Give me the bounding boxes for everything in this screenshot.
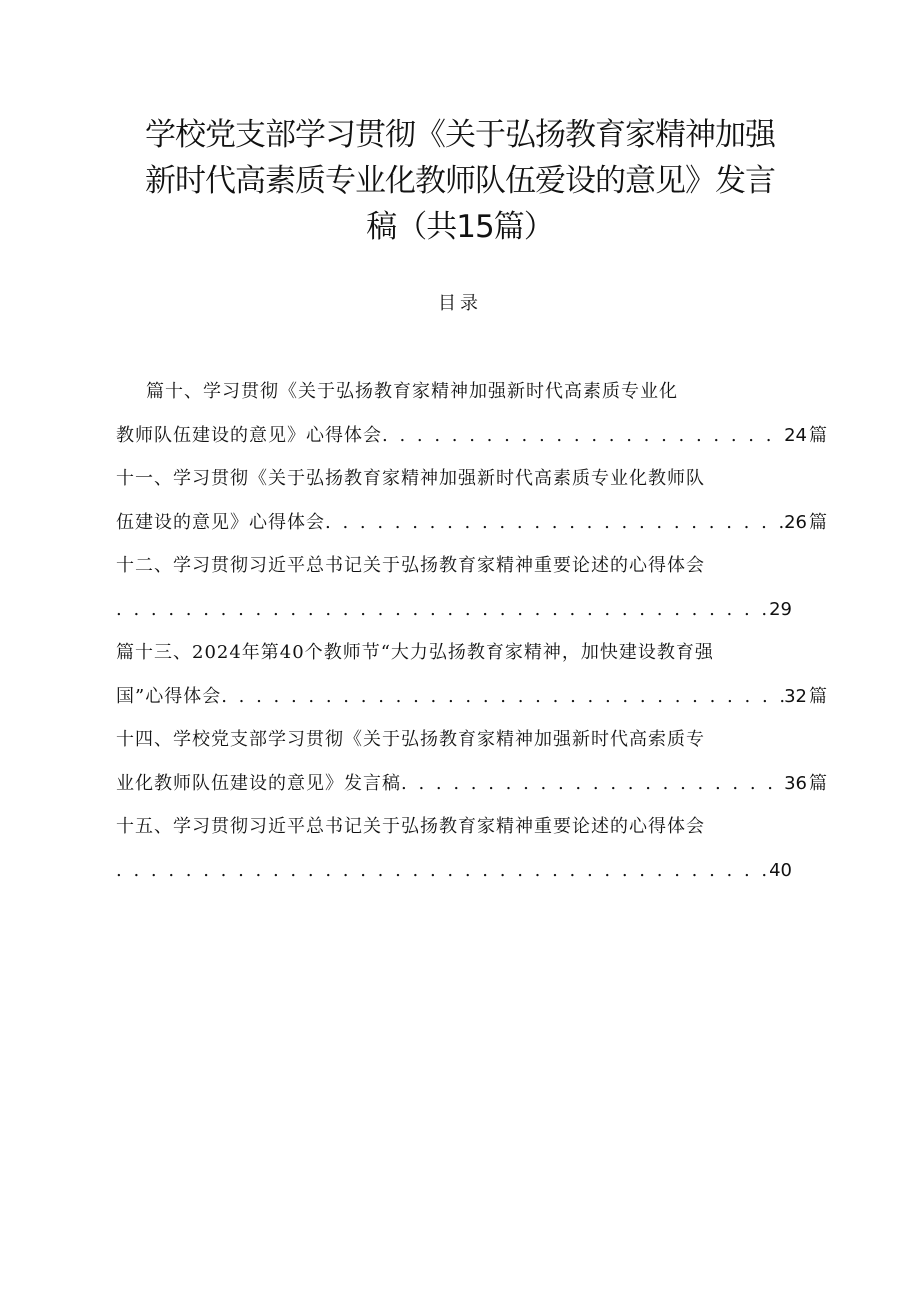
toc-page-number: 29 — [769, 598, 792, 620]
toc-trailing-text: 篇 — [809, 685, 828, 707]
toc-leader-dots — [382, 414, 784, 458]
toc-line[interactable] — [116, 501, 828, 545]
title-line: 新时代高素质专业化教师队伍爱设的意见》发言 — [145, 163, 775, 199]
toc-trailing-text: 篇 — [809, 424, 828, 446]
toc-line[interactable] — [116, 849, 828, 893]
toc-line[interactable] — [116, 675, 828, 719]
toc-line[interactable] — [116, 544, 828, 588]
document-title — [100, 112, 820, 250]
title-line: 学校党支部学习贯彻《关于弘扬教育家精神加强 — [145, 117, 775, 153]
toc-entry-text: 业化教师队伍建设的意见》发言稿 — [116, 772, 401, 794]
toc-page-number: 36 — [784, 772, 807, 794]
toc-trailing-text: 篇 — [809, 511, 828, 533]
toc-line[interactable] — [116, 631, 828, 675]
toc-line[interactable] — [116, 588, 828, 632]
toc-entry-text: 十一、学习贯彻《关于弘扬教育家精神加强新时代高素质专业化教师队 — [116, 468, 705, 489]
title-line: 稿（共15篇） — [366, 209, 554, 245]
toc-line[interactable] — [116, 805, 828, 849]
table-of-contents — [116, 370, 828, 892]
toc-line[interactable] — [116, 370, 828, 414]
toc-entry-text: 伍建设的意见》心得体会 — [116, 511, 325, 533]
toc-leader-dots — [116, 588, 769, 632]
toc-page-number: 26 — [784, 511, 807, 533]
toc-leader-dots — [116, 849, 769, 893]
toc-entry-text: 十四、学校党支部学习贯彻《关于弘扬教育家精神加强新时代高索质专 — [116, 729, 705, 750]
toc-line[interactable] — [116, 414, 828, 458]
toc-line[interactable] — [116, 762, 828, 806]
toc-leader-dots — [221, 675, 784, 719]
toc-entry-text: 十二、学习贯彻习近平总书记关于弘扬教育家精神重要论述的心得体会 — [116, 555, 705, 576]
toc-trailing-text: 篇 — [809, 772, 828, 794]
toc-entry-text: 篇十三、2024年第40个教师节“大力弘扬教育家精神，加快建设教育强 — [116, 642, 714, 663]
toc-entry-text: 十五、学习贯彻习近平总书记关于弘扬教育家精神重要论述的心得体会 — [116, 816, 705, 837]
toc-heading: 目录 — [438, 293, 482, 314]
toc-entry-text: 国”心得体会 — [116, 685, 222, 707]
toc-entry-text: 教师队伍建设的意见》心得体会 — [116, 424, 382, 446]
toc-page-number: 40 — [769, 859, 792, 881]
toc-leader-dots — [325, 501, 784, 545]
toc-line[interactable] — [116, 457, 828, 501]
toc-entry-text: 篇十、学习贯彻《关于弘扬教育家精神加强新时代高素质专业化 — [146, 381, 678, 402]
toc-leader-dots — [401, 762, 784, 806]
toc-page-number: 32 — [784, 685, 807, 707]
toc-page-number: 24 — [784, 424, 807, 446]
toc-line[interactable] — [116, 718, 828, 762]
